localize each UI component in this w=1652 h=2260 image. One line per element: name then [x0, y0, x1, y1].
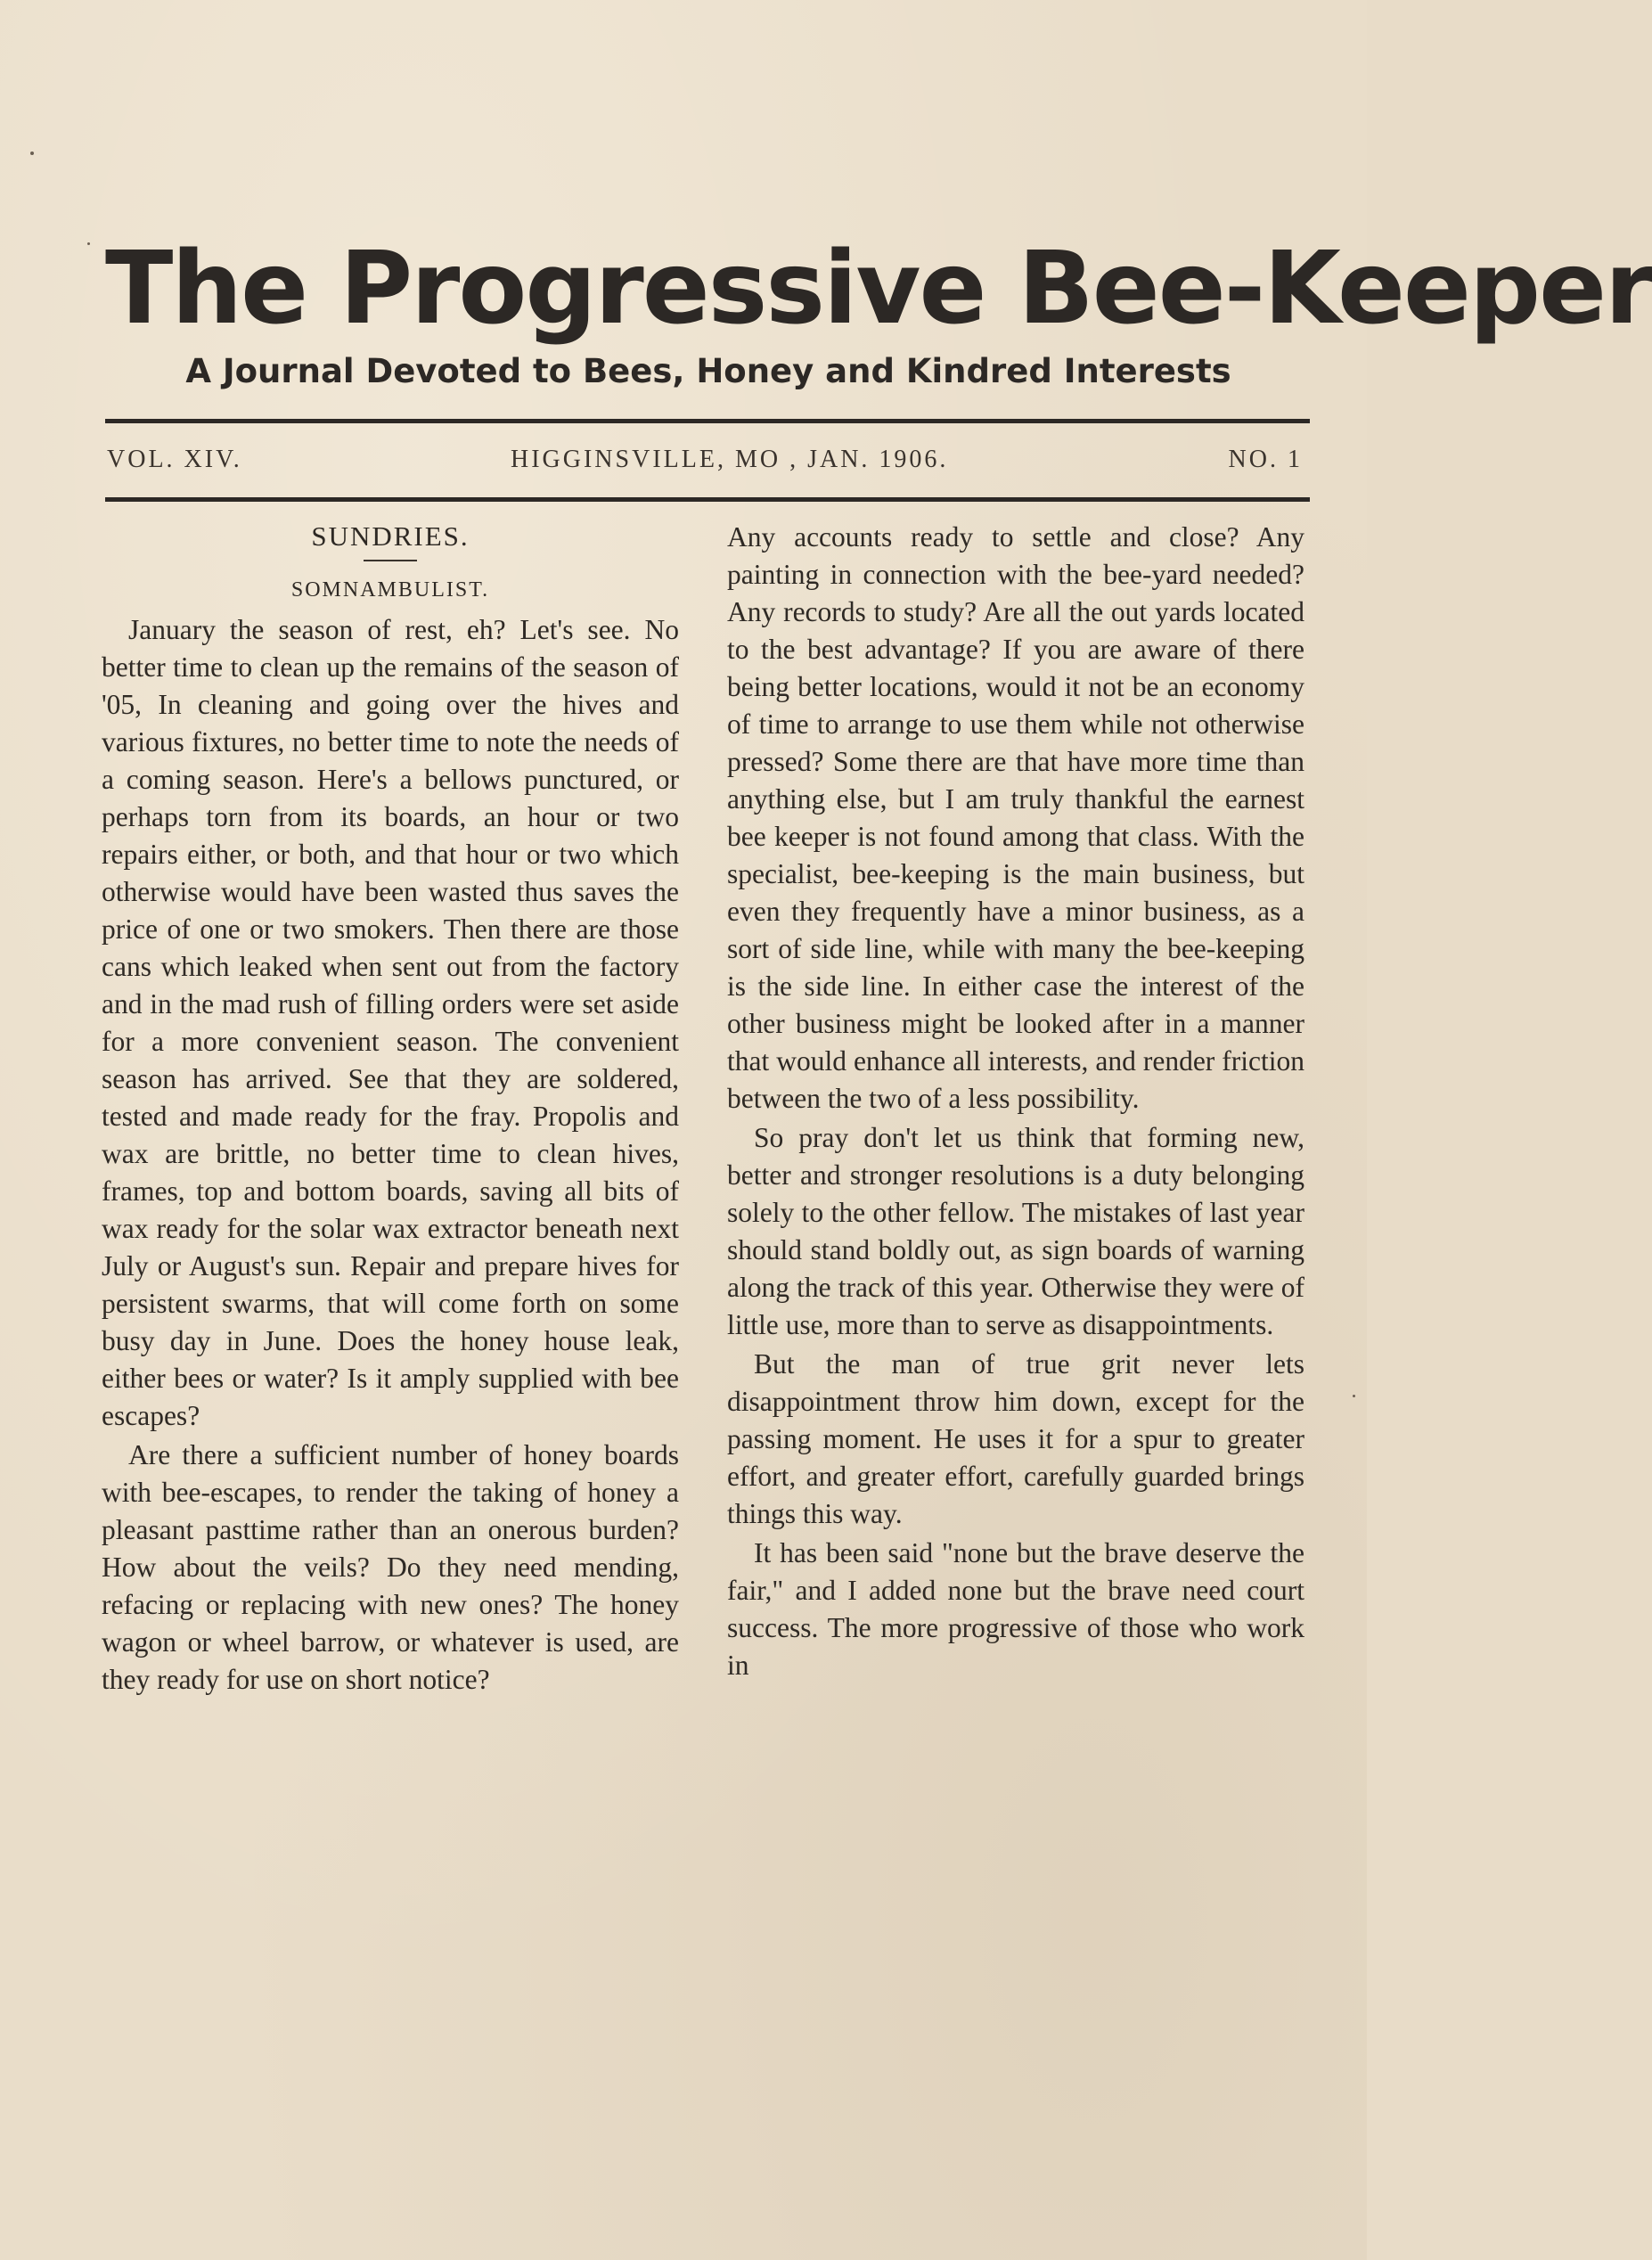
paper-speck	[30, 151, 34, 155]
heading-divider	[364, 560, 417, 561]
column-right	[727, 519, 1304, 1686]
paper-speck	[87, 242, 90, 245]
article-heading: SUNDRIES.	[311, 520, 470, 552]
journal-title: The Progressive Bee-Keeper	[105, 231, 1652, 347]
masthead-rule-top	[105, 419, 1310, 423]
dateline	[105, 446, 1310, 481]
paragraph: So pray don't let us think that forming new, better and stronger resolutions is a duty belonging solely to the other fellow. The mistakes of last year should stand boldly out, as sign boards of warning along the track of this year. Otherwise they were of little use, more than to serve as disappointments.	[727, 1122, 1304, 1340]
paper-speck	[1353, 1395, 1355, 1397]
paragraph: January the season of rest, eh? Let's see. No better time to clean up the remains of the season of '05, In cleaning and going over the hives and various fixtures, no better time to note the needs of a coming season. Here's a bellows punctured, or perhaps torn from its boards, an hour or two repairs either, or both, and that hour or two which otherwise would have been wasted thus saves the price of one or two smokers. Then there are those cans which leaked when sent out from the factory and in the mad rush of filling orders were set aside for a more convenient season. The convenient season has arrived. See that they are soldered, tested and made ready for the fray. Propolis and wax are brittle, no better time to clean hives, frames, top and bottom boards, saving all bits of wax ready for the solar wax extractor beneath next July or August's sun. Repair and prepare hives for persistent swarms, that will come forth on some busy day in June. Does the honey house leak, either bees or water? Is it amply supplied with bee escapes?	[102, 614, 679, 1431]
masthead	[105, 231, 1652, 390]
issue-number: NO. 1	[1228, 446, 1303, 473]
volume-label: VOL. XIV.	[107, 446, 242, 473]
paragraph: It has been said "none but the brave deserve the fair," and I added none but the brave need court success. The more progressive of those who work in	[727, 1537, 1304, 1681]
paragraph: But the man of true grit never lets disappointment throw him down, except for the passing moment. He uses it for a spur to greater effort, and greater effort, carefully guarded brings things this way.	[727, 1348, 1304, 1529]
paragraph: Are there a sufficient number of honey boards with bee-escapes, to render the taking of honey a pleasant pasttime rather than an onerous burden? How about the veils? Do they need mending, refacing or replacing with new ones? The honey wagon or wheel barrow, or whatever is used, are they ready for use on short notice?	[102, 1439, 679, 1695]
paragraph: Any accounts ready to settle and close? Any painting in connection with the bee-yard needed? Any records to study? Are all the out yards located to the best advantage? If you are aware of there being better locations, would it not be an economy of time to arrange to use them while not otherwise pressed? Some there are that have more time than anything else, but I am truly thankful the earnest bee keeper is not found among that class. With the specialist, bee-keeping is the main business, but even they frequently have a minor business, as a sort of side line, while with many the bee-keeping is the side line. In either case the interest of the other business might be looked after in a manner that would enhance all interests, and render friction between the two of a less possibility.	[727, 521, 1304, 1114]
article-author: SOMNAMBULIST.	[290, 578, 490, 602]
place-date: HIGGINSVILLE, MO , JAN. 1906.	[511, 446, 949, 473]
journal-subtitle: A Journal Devoted to Bees, Honey and Kindred Interests	[185, 352, 1231, 390]
column-left	[102, 519, 679, 1700]
masthead-rule-bottom	[105, 497, 1310, 502]
